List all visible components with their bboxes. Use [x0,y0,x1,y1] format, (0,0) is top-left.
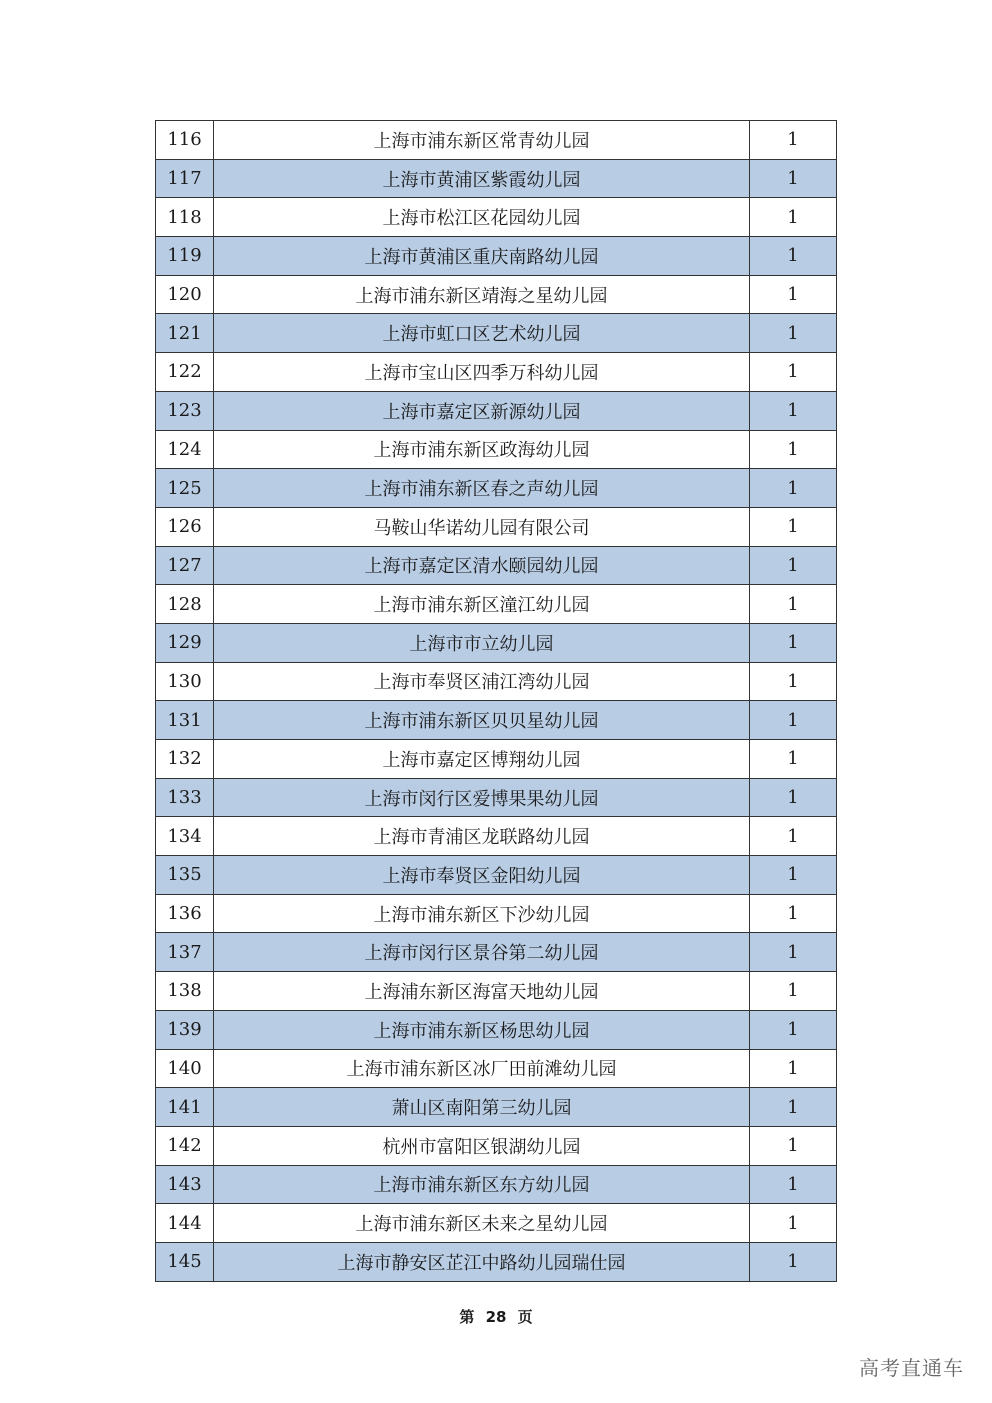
row-number: 141 [156,1088,214,1127]
row-number: 135 [156,856,214,895]
row-number: 116 [156,121,214,160]
row-count: 1 [750,972,837,1011]
row-count: 1 [750,314,837,353]
table-row [156,817,837,856]
row-number: 138 [156,972,214,1011]
table-row [156,469,837,508]
row-count: 1 [750,1242,837,1281]
row-number: 134 [156,817,214,856]
table-row [156,778,837,817]
table-row [156,198,837,237]
row-count: 1 [750,778,837,817]
page-prefix: 第 [459,1308,475,1326]
table-row [156,740,837,779]
row-number: 139 [156,1010,214,1049]
row-number: 133 [156,778,214,817]
page-footer [0,1306,992,1327]
school-name: 上海市浦东新区潼江幼儿园 [214,585,750,624]
school-name: 上海市浦东新区常青幼儿园 [214,121,750,160]
row-number: 128 [156,585,214,624]
table-row [156,1010,837,1049]
school-name: 上海市青浦区龙联路幼儿园 [214,817,750,856]
row-number: 122 [156,353,214,392]
row-count: 1 [750,469,837,508]
table-row [156,1126,837,1165]
row-number: 119 [156,237,214,276]
school-name: 上海市浦东新区春之声幼儿园 [214,469,750,508]
table-row [156,275,837,314]
row-count: 1 [750,198,837,237]
row-count: 1 [750,662,837,701]
row-number: 129 [156,623,214,662]
row-number: 124 [156,430,214,469]
row-count: 1 [750,121,837,160]
row-number: 140 [156,1049,214,1088]
table-row [156,353,837,392]
row-number: 136 [156,894,214,933]
row-count: 1 [750,275,837,314]
table-row [156,1204,837,1243]
table-row [156,237,837,276]
table-row [156,933,837,972]
school-name: 上海市奉贤区浦江湾幼儿园 [214,662,750,701]
row-number: 137 [156,933,214,972]
row-count: 1 [750,1049,837,1088]
school-name: 马鞍山华诺幼儿园有限公司 [214,507,750,546]
school-name: 上海市闵行区景谷第二幼儿园 [214,933,750,972]
school-list-table [155,120,837,1282]
school-name: 上海浦东新区海富天地幼儿园 [214,972,750,1011]
table-row [156,1242,837,1281]
watermark: 高考直通车 [859,1356,964,1380]
table-row [156,1049,837,1088]
school-name: 上海市奉贤区金阳幼儿园 [214,856,750,895]
school-name: 杭州市富阳区银湖幼儿园 [214,1126,750,1165]
school-name: 上海市浦东新区贝贝星幼儿园 [214,701,750,740]
table-row [156,391,837,430]
row-count: 1 [750,391,837,430]
row-number: 145 [156,1242,214,1281]
row-number: 123 [156,391,214,430]
school-name: 上海市黄浦区重庆南路幼儿园 [214,237,750,276]
table-row [156,701,837,740]
school-name: 上海市闵行区爱博果果幼儿园 [214,778,750,817]
table-row [156,1165,837,1204]
row-number: 132 [156,740,214,779]
row-number: 131 [156,701,214,740]
table-row [156,314,837,353]
school-name: 上海市市立幼儿园 [214,623,750,662]
row-count: 1 [750,894,837,933]
row-count: 1 [750,856,837,895]
row-count: 1 [750,1088,837,1127]
school-name: 上海市黄浦区紫霞幼儿园 [214,159,750,198]
school-name: 萧山区南阳第三幼儿园 [214,1088,750,1127]
row-count: 1 [750,1204,837,1243]
school-name: 上海市嘉定区博翔幼儿园 [214,740,750,779]
table-row [156,507,837,546]
row-number: 118 [156,198,214,237]
row-count: 1 [750,1126,837,1165]
table-body [156,121,837,1282]
row-count: 1 [750,623,837,662]
table-row [156,894,837,933]
school-name: 上海市静安区芷江中路幼儿园瑞仕园 [214,1242,750,1281]
school-name: 上海市浦东新区下沙幼儿园 [214,894,750,933]
row-count: 1 [750,507,837,546]
table-row [156,972,837,1011]
row-count: 1 [750,701,837,740]
row-count: 1 [750,237,837,276]
row-count: 1 [750,585,837,624]
row-count: 1 [750,159,837,198]
row-count: 1 [750,353,837,392]
school-name: 上海市虹口区艺术幼儿园 [214,314,750,353]
row-count: 1 [750,1165,837,1204]
row-count: 1 [750,933,837,972]
school-name: 上海市嘉定区清水颐园幼儿园 [214,546,750,585]
table-row [156,585,837,624]
table-row [156,546,837,585]
row-count: 1 [750,546,837,585]
table-row [156,623,837,662]
school-name: 上海市浦东新区东方幼儿园 [214,1165,750,1204]
row-number: 120 [156,275,214,314]
row-number: 117 [156,159,214,198]
row-number: 127 [156,546,214,585]
school-name: 上海市松江区花园幼儿园 [214,198,750,237]
school-name: 上海市宝山区四季万科幼儿园 [214,353,750,392]
row-number: 143 [156,1165,214,1204]
school-name: 上海市浦东新区靖海之星幼儿园 [214,275,750,314]
table-row [156,430,837,469]
school-name: 上海市浦东新区杨思幼儿园 [214,1010,750,1049]
school-name: 上海市浦东新区政海幼儿园 [214,430,750,469]
row-count: 1 [750,817,837,856]
table-row [156,1088,837,1127]
page-number: 28 [485,1308,507,1326]
row-count: 1 [750,430,837,469]
school-name: 上海市浦东新区冰厂田前滩幼儿园 [214,1049,750,1088]
page-suffix: 页 [517,1308,533,1326]
table-row [156,121,837,160]
row-number: 125 [156,469,214,508]
row-number: 121 [156,314,214,353]
table-row [156,856,837,895]
row-count: 1 [750,740,837,779]
row-number: 126 [156,507,214,546]
table-row [156,662,837,701]
table-row [156,159,837,198]
row-number: 144 [156,1204,214,1243]
school-name: 上海市嘉定区新源幼儿园 [214,391,750,430]
row-number: 142 [156,1126,214,1165]
row-number: 130 [156,662,214,701]
school-name: 上海市浦东新区未来之星幼儿园 [214,1204,750,1243]
row-count: 1 [750,1010,837,1049]
